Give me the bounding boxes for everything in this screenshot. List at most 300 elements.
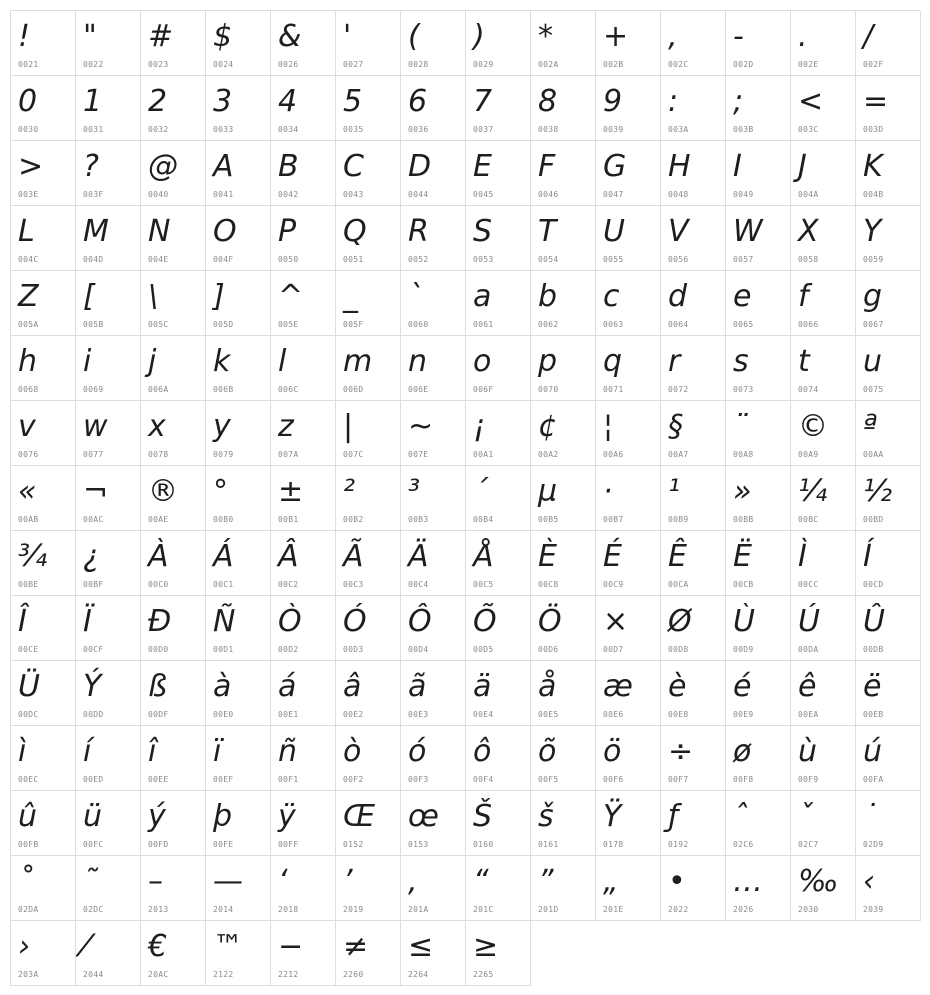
glyph-codepoint: 0160 (473, 840, 494, 849)
glyph-codepoint: 00A6 (603, 450, 624, 459)
glyph-character: x (148, 409, 166, 444)
glyph-cell (466, 141, 531, 206)
glyph-character: Ï (83, 604, 92, 639)
glyph-cell (271, 466, 336, 531)
glyph-cell (466, 856, 531, 921)
glyph-codepoint: 00B5 (538, 515, 559, 524)
glyph-codepoint: 0040 (148, 190, 169, 199)
glyph-cell (531, 856, 596, 921)
glyph-character: 3 (213, 84, 233, 119)
glyph-character: t (798, 344, 810, 379)
glyph-codepoint: 0042 (278, 190, 299, 199)
glyph-cell (401, 531, 466, 596)
glyph-cell (531, 206, 596, 271)
glyph-cell (791, 336, 856, 401)
glyph-codepoint: 00DF (148, 710, 169, 719)
glyph-character: ’ (343, 864, 353, 899)
glyph-character: × (603, 604, 629, 639)
glyph-cell (596, 661, 661, 726)
glyph-character: ÿ (278, 799, 296, 834)
glyph-cell (271, 531, 336, 596)
glyph-character: Ö (538, 604, 562, 639)
glyph-character: © (798, 409, 828, 444)
glyph-codepoint: 0076 (18, 450, 39, 459)
glyph-codepoint: 002A (538, 60, 559, 69)
glyph-cell (856, 791, 921, 856)
glyph-codepoint: 00B0 (213, 515, 234, 524)
glyph-character: ' (343, 19, 352, 54)
glyph-cell (76, 76, 141, 141)
glyph-codepoint: 0153 (408, 840, 429, 849)
glyph-codepoint: 00F5 (538, 775, 559, 784)
glyph-character: m (343, 344, 373, 379)
glyph-codepoint: 2013 (148, 905, 169, 914)
glyph-codepoint: 0062 (538, 320, 559, 329)
glyph-cell (531, 531, 596, 596)
glyph-codepoint: 00F4 (473, 775, 494, 784)
glyph-codepoint: 0074 (798, 385, 819, 394)
glyph-cell (856, 726, 921, 791)
glyph-character: Ë (733, 539, 752, 574)
glyph-cell (11, 271, 76, 336)
glyph-codepoint: 00BE (18, 580, 39, 589)
glyph-character: ˇ (798, 799, 813, 834)
glyph-codepoint: 0077 (83, 450, 104, 459)
glyph-character: ö (603, 734, 622, 769)
glyph-character: Ñ (213, 604, 236, 639)
glyph-codepoint: 00A1 (473, 450, 494, 459)
glyph-codepoint: 201A (408, 905, 429, 914)
glyph-cell (791, 271, 856, 336)
glyph-codepoint: 005E (278, 320, 299, 329)
glyph-character: ì (18, 734, 27, 769)
glyph-character: ^ (278, 279, 304, 314)
glyph-cell (661, 401, 726, 466)
glyph-character: + (603, 19, 629, 54)
glyph-cell (466, 336, 531, 401)
glyph-cell (141, 466, 206, 531)
glyph-character: ° (213, 474, 228, 509)
glyph-codepoint: 0041 (213, 190, 234, 199)
glyph-cell (141, 336, 206, 401)
glyph-character: ´ (473, 474, 488, 509)
glyph-codepoint: 0152 (343, 840, 364, 849)
glyph-codepoint: 00B3 (408, 515, 429, 524)
glyph-codepoint: 004D (83, 255, 104, 264)
glyph-codepoint: 005C (148, 320, 169, 329)
glyph-codepoint: 00CA (668, 580, 689, 589)
glyph-character: Û (863, 604, 885, 639)
glyph-cell (726, 726, 791, 791)
glyph-codepoint: 0060 (408, 320, 429, 329)
glyph-character: µ (538, 474, 558, 509)
glyph-cell (791, 401, 856, 466)
glyph-cell (596, 531, 661, 596)
glyph-grid (10, 10, 920, 986)
glyph-cell (76, 791, 141, 856)
glyph-cell (11, 141, 76, 206)
glyph-cell (401, 76, 466, 141)
glyph-cell (596, 141, 661, 206)
glyph-character: 0 (18, 84, 38, 119)
glyph-character: : (668, 84, 679, 119)
glyph-cell (856, 401, 921, 466)
glyph-character: á (278, 669, 297, 704)
glyph-character: 6 (408, 84, 428, 119)
glyph-character: ã (408, 669, 427, 704)
glyph-character: î (148, 734, 157, 769)
glyph-cell (856, 336, 921, 401)
glyph-cell (466, 271, 531, 336)
glyph-codepoint: 00B1 (278, 515, 299, 524)
glyph-character: 8 (538, 84, 558, 119)
glyph-codepoint: 0072 (668, 385, 689, 394)
glyph-character: Ä (408, 539, 429, 574)
glyph-cell (271, 76, 336, 141)
glyph-codepoint: 00CF (83, 645, 104, 654)
glyph-codepoint: 0050 (278, 255, 299, 264)
glyph-cell (206, 141, 271, 206)
glyph-character: Q (343, 214, 367, 249)
glyph-character: ß (148, 669, 167, 704)
glyph-character: O (213, 214, 237, 249)
glyph-character: z (278, 409, 294, 444)
glyph-cell (856, 856, 921, 921)
glyph-codepoint: 00E5 (538, 710, 559, 719)
glyph-character: » (733, 474, 752, 509)
glyph-codepoint: 0043 (343, 190, 364, 199)
glyph-cell (336, 661, 401, 726)
glyph-cell (336, 206, 401, 271)
glyph-character: ¢ (538, 409, 558, 444)
glyph-cell (141, 531, 206, 596)
glyph-codepoint: 00FA (863, 775, 884, 784)
glyph-cell (726, 531, 791, 596)
glyph-codepoint: 0048 (668, 190, 689, 199)
glyph-codepoint: 0051 (343, 255, 364, 264)
glyph-character: š (538, 799, 554, 834)
glyph-character: Â (278, 539, 299, 574)
glyph-character: Å (473, 539, 494, 574)
glyph-cell (466, 596, 531, 661)
glyph-character: û (18, 799, 38, 834)
glyph-codepoint: 0034 (278, 125, 299, 134)
glyph-codepoint: 00FF (278, 840, 299, 849)
glyph-character: ¹ (668, 474, 681, 509)
glyph-cell (11, 466, 76, 531)
glyph-cell (271, 11, 336, 76)
glyph-codepoint: 00D1 (213, 645, 234, 654)
glyph-character: Ð (148, 604, 172, 639)
glyph-character: ø (733, 734, 752, 769)
glyph-character: ý (148, 799, 166, 834)
glyph-cell (141, 791, 206, 856)
glyph-codepoint: 00C8 (538, 580, 559, 589)
glyph-character: ! (18, 19, 31, 54)
glyph-character: ï (213, 734, 222, 769)
glyph-cell (76, 206, 141, 271)
glyph-cell (206, 661, 271, 726)
glyph-codepoint: 0037 (473, 125, 494, 134)
glyph-character: Ü (18, 669, 40, 704)
glyph-codepoint: 0026 (278, 60, 299, 69)
glyph-codepoint: 00C9 (603, 580, 624, 589)
glyph-codepoint: 0023 (148, 60, 169, 69)
glyph-cell (11, 11, 76, 76)
glyph-character: g (863, 279, 883, 314)
glyph-cell (791, 11, 856, 76)
glyph-character: • (668, 864, 686, 899)
glyph-cell (206, 531, 271, 596)
glyph-codepoint: 003B (733, 125, 754, 134)
glyph-codepoint: 0161 (538, 840, 559, 849)
glyph-codepoint: 00F6 (603, 775, 624, 784)
glyph-cell (76, 466, 141, 531)
glyph-character: ñ (278, 734, 298, 769)
glyph-codepoint: 00ED (83, 775, 104, 784)
glyph-codepoint: 006F (473, 385, 494, 394)
glyph-character: H (668, 149, 691, 184)
glyph-character: ≠ (343, 929, 369, 964)
glyph-codepoint: 00FB (18, 840, 39, 849)
glyph-codepoint: 004C (18, 255, 39, 264)
glyph-codepoint: 0047 (603, 190, 624, 199)
glyph-cell (661, 206, 726, 271)
glyph-codepoint: 007A (278, 450, 299, 459)
glyph-cell (596, 336, 661, 401)
glyph-cell (856, 596, 921, 661)
glyph-codepoint: 0067 (863, 320, 884, 329)
glyph-cell (856, 141, 921, 206)
glyph-character: T (538, 214, 557, 249)
glyph-codepoint: 00F2 (343, 775, 364, 784)
glyph-character: Ù (733, 604, 755, 639)
glyph-character: œ (408, 799, 439, 834)
glyph-cell (661, 76, 726, 141)
glyph-cell (76, 596, 141, 661)
glyph-cell (336, 531, 401, 596)
glyph-cell (336, 921, 401, 986)
glyph-codepoint: 00BF (83, 580, 104, 589)
glyph-character: p (538, 344, 558, 379)
glyph-cell (596, 791, 661, 856)
glyph-character: ≤ (408, 929, 434, 964)
glyph-character: F (538, 149, 556, 184)
glyph-character: “ (473, 864, 489, 899)
glyph-cell (206, 401, 271, 466)
glyph-cell (466, 206, 531, 271)
glyph-cell (791, 531, 856, 596)
glyph-character: b (538, 279, 558, 314)
glyph-character: ü (83, 799, 103, 834)
glyph-character: ú (863, 734, 883, 769)
glyph-codepoint: 00E0 (213, 710, 234, 719)
glyph-cell (401, 11, 466, 76)
glyph-cell (726, 76, 791, 141)
glyph-codepoint: 0052 (408, 255, 429, 264)
glyph-cell (401, 921, 466, 986)
glyph-character: Ý (83, 669, 102, 704)
glyph-codepoint: 00C4 (408, 580, 429, 589)
glyph-codepoint: 00F9 (798, 775, 819, 784)
glyph-codepoint: 002F (863, 60, 884, 69)
glyph-cell (791, 141, 856, 206)
glyph-cell (206, 336, 271, 401)
glyph-codepoint: 006E (408, 385, 429, 394)
glyph-cell (76, 141, 141, 206)
glyph-codepoint: 002C (668, 60, 689, 69)
glyph-character: # (148, 19, 174, 54)
glyph-cell (401, 596, 466, 661)
glyph-character: U (603, 214, 625, 249)
glyph-codepoint: 00B4 (473, 515, 494, 524)
glyph-codepoint: 00B9 (668, 515, 689, 524)
glyph-cell (856, 271, 921, 336)
glyph-cell (726, 336, 791, 401)
glyph-character: è (668, 669, 687, 704)
glyph-cell (76, 531, 141, 596)
glyph-codepoint: 006B (213, 385, 234, 394)
glyph-character: J (798, 149, 807, 184)
glyph-character: Á (213, 539, 234, 574)
glyph-codepoint: 0058 (798, 255, 819, 264)
glyph-character: ò (343, 734, 362, 769)
glyph-codepoint: 00DB (863, 645, 884, 654)
glyph-cell (661, 141, 726, 206)
glyph-cell (271, 336, 336, 401)
glyph-cell (466, 466, 531, 531)
glyph-codepoint: 00DD (83, 710, 104, 719)
glyph-codepoint: 00B7 (603, 515, 624, 524)
glyph-cell (596, 856, 661, 921)
glyph-cell (856, 76, 921, 141)
glyph-character: ¡ (473, 409, 486, 444)
glyph-codepoint: 00E8 (668, 710, 689, 719)
glyph-codepoint: 201E (603, 905, 624, 914)
glyph-cell (206, 596, 271, 661)
glyph-codepoint: 00D3 (343, 645, 364, 654)
glyph-codepoint: 00BD (863, 515, 884, 524)
glyph-cell (466, 726, 531, 791)
glyph-character: à (213, 669, 232, 704)
glyph-character: . (798, 19, 808, 54)
glyph-cell (141, 726, 206, 791)
glyph-codepoint: 003F (83, 190, 104, 199)
glyph-cell (726, 11, 791, 76)
glyph-character: ˆ (733, 799, 748, 834)
glyph-character: ¦ (603, 409, 614, 444)
glyph-codepoint: 00D6 (538, 645, 559, 654)
glyph-codepoint: 00BB (733, 515, 754, 524)
glyph-codepoint: 2264 (408, 970, 429, 979)
glyph-codepoint: 0044 (408, 190, 429, 199)
glyph-character: h (18, 344, 38, 379)
glyph-cell (466, 921, 531, 986)
glyph-character: f (798, 279, 809, 314)
glyph-codepoint: 0057 (733, 255, 754, 264)
glyph-cell (336, 791, 401, 856)
glyph-character: , (668, 19, 678, 54)
glyph-cell (76, 726, 141, 791)
glyph-codepoint: 0066 (798, 320, 819, 329)
glyph-character: 7 (473, 84, 493, 119)
glyph-cell (336, 596, 401, 661)
glyph-character: - (733, 19, 744, 54)
glyph-character: o (473, 344, 492, 379)
glyph-cell (76, 921, 141, 986)
glyph-codepoint: 00CD (863, 580, 884, 589)
glyph-codepoint: 0022 (83, 60, 104, 69)
glyph-codepoint: 00E4 (473, 710, 494, 719)
glyph-character: d (668, 279, 688, 314)
glyph-cell (401, 466, 466, 531)
glyph-cell (206, 791, 271, 856)
glyph-codepoint: 007E (408, 450, 429, 459)
glyph-codepoint: 00FD (148, 840, 169, 849)
glyph-cell (466, 531, 531, 596)
glyph-codepoint: 00CB (733, 580, 754, 589)
glyph-codepoint: 2260 (343, 970, 364, 979)
glyph-codepoint: 00D7 (603, 645, 624, 654)
glyph-codepoint: 2039 (863, 905, 884, 914)
glyph-cell (791, 206, 856, 271)
glyph-character: ‚ (408, 864, 418, 899)
glyph-codepoint: 002E (798, 60, 819, 69)
glyph-character: P (278, 214, 297, 249)
glyph-codepoint: 0055 (603, 255, 624, 264)
glyph-cell (401, 271, 466, 336)
glyph-codepoint: 005B (83, 320, 104, 329)
glyph-character: ± (278, 474, 304, 509)
glyph-character: Œ (343, 799, 376, 834)
glyph-character: ˚ (18, 864, 33, 899)
glyph-cell (856, 531, 921, 596)
glyph-codepoint: 02DA (18, 905, 39, 914)
glyph-character: ù (798, 734, 818, 769)
glyph-character: / (863, 19, 874, 54)
glyph-character: _ (343, 279, 358, 314)
glyph-codepoint: 0068 (18, 385, 39, 394)
glyph-cell (531, 141, 596, 206)
glyph-character: — (213, 864, 243, 899)
glyph-codepoint: 02D9 (863, 840, 884, 849)
glyph-cell (141, 141, 206, 206)
glyph-character: v (18, 409, 36, 444)
glyph-character: L (18, 214, 35, 249)
glyph-cell (76, 271, 141, 336)
glyph-cell (596, 466, 661, 531)
glyph-codepoint: 00F8 (733, 775, 754, 784)
glyph-codepoint: 0039 (603, 125, 624, 134)
glyph-cell (336, 76, 401, 141)
glyph-character: l (278, 344, 287, 379)
glyph-codepoint: 0033 (213, 125, 234, 134)
glyph-character: â (343, 669, 362, 704)
glyph-cell (141, 401, 206, 466)
glyph-codepoint: 0029 (473, 60, 494, 69)
glyph-character: w (83, 409, 108, 444)
glyph-cell (531, 661, 596, 726)
glyph-codepoint: 005D (213, 320, 234, 329)
glyph-codepoint: 0053 (473, 255, 494, 264)
glyph-cell (206, 271, 271, 336)
glyph-codepoint: 004B (863, 190, 884, 199)
glyph-codepoint: 006A (148, 385, 169, 394)
glyph-codepoint: 201D (538, 905, 559, 914)
glyph-character: j (148, 344, 157, 379)
glyph-cell (661, 726, 726, 791)
glyph-cell (206, 206, 271, 271)
